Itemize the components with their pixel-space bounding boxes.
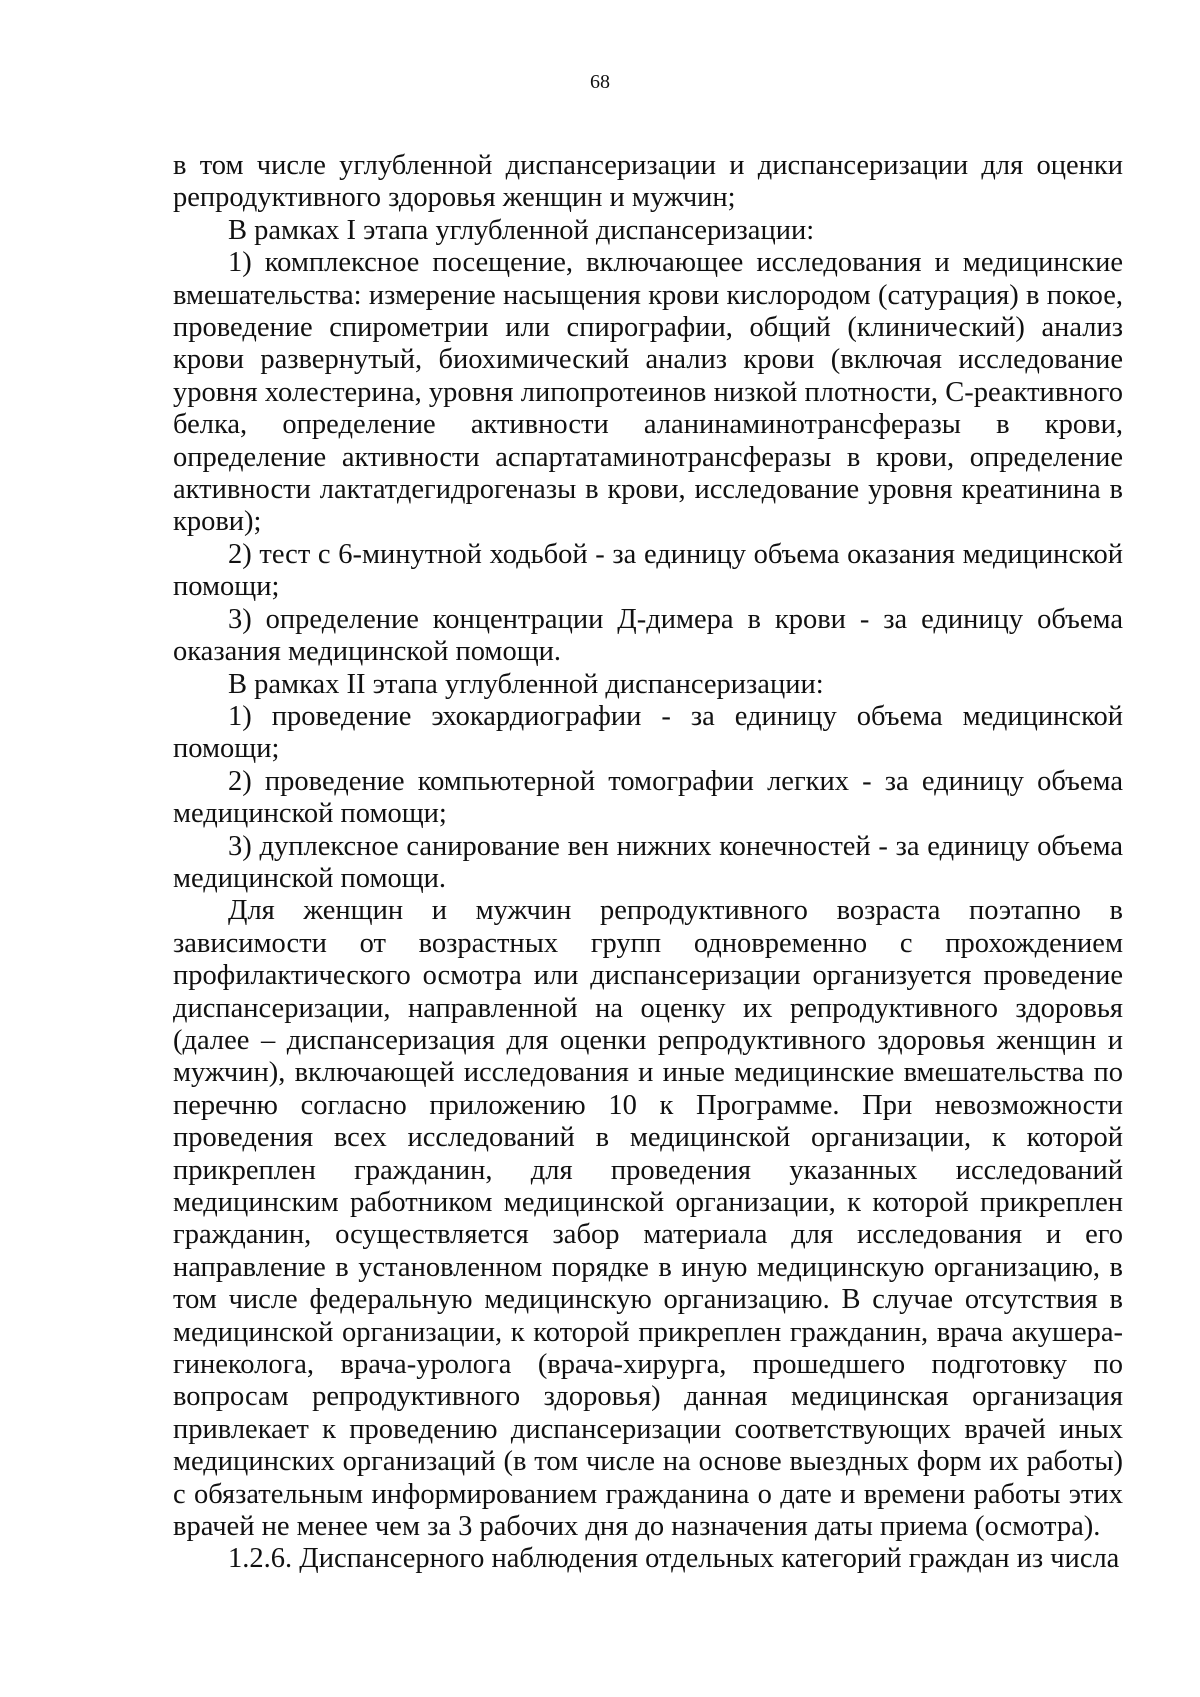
paragraph-stage-1-item-2: 2) тест с 6-минутной ходьбой - за единицу объема оказания медицинской помощи; (173, 538, 1123, 603)
paragraph-section-1-2-6: 1.2.6. Диспансерного наблюдения отдельных категорий граждан из числа (228, 1543, 1120, 1575)
paragraph-stage-1-item-3: 3) определение концентрации Д-димера в крови - за единицу объема оказания медицинской помощи. (173, 603, 1123, 668)
paragraph-stage-1-heading: В рамках I этапа углубленной диспансеризации: (228, 214, 815, 246)
paragraph-stage-1-item-1: 1) комплексное посещение, включающее исследования и медицинские вмешательства: измерение насыщения крови кислородом (сатурация) в покое, проведение спирометрии или спирографии, общий (клинический) анализ крови развернутый, биохимический анализ крови (включая исследование уровня холестерина, уровня липопротеинов низкой плотности, С-реактивного белка, определение активности аланинаминотрансферазы в крови, определение активности аспартатаминотрансферазы в крови, определение активности лактатдегидрогеназы в крови, исследование уровня креатинина в крови); (173, 247, 1123, 538)
paragraph-stage-2-item-2: 2) проведение компьютерной томографии легких - за единицу объема медицинской помощи; (173, 765, 1123, 830)
page-number: 68 (590, 71, 610, 93)
paragraph-stage-2-item-1: 1) проведение эхокардиографии - за единицу объема медицинской помощи; (173, 700, 1123, 765)
paragraph-stage-2-heading: В рамках II этапа углубленной диспансеризации: (228, 668, 824, 700)
paragraph-continuation: в том числе углубленной диспансеризации и диспансеризации для оценки репродуктивного здоровья женщин и мужчин; (173, 150, 1123, 214)
document-body (173, 150, 1123, 1576)
paragraph-stage-2-item-3: 3) дуплексное санирование вен нижних конечностей - за единицу объема медицинской помощи. (173, 830, 1123, 894)
paragraph-reproductive-health: Для женщин и мужчин репродуктивного возраста поэтапно в зависимости от возрастных групп одновременно с прохождением профилактического осмотра или диспансеризации организуется проведение диспансеризации, направленной на оценку их репродуктивного здоровья (далее – диспансеризация для оценки репродуктивного здоровья женщин и мужчин), включающей исследования и иные медицинские вмешательства по перечню согласно приложению 10 к Программе. При невозможности проведения всех исследований в медицинской организации, к которой прикреплен гражданин, для проведения указанных исследований медицинским работником медицинской организации, к которой прикреплен гражданин, осуществляется забор материала для исследования и его направление в установленном порядке в иную медицинскую организацию, в том числе федеральную медицинскую организацию. В случае отсутствия в медицинской организации, к которой прикреплен гражданин, врача акушера-гинеколога, врача-уролога (врача-хирурга, прошедшего подготовку по вопросам репродуктивного здоровья) данная медицинская организация привлекает к проведению диспансеризации соответствующих врачей иных медицинских организаций (в том числе на основе выездных форм их работы) с обязательным информированием гражданина о дате и времени работы этих врачей не менее чем за 3 рабочих дня до назначения даты приема (осмотра). (173, 895, 1123, 1543)
